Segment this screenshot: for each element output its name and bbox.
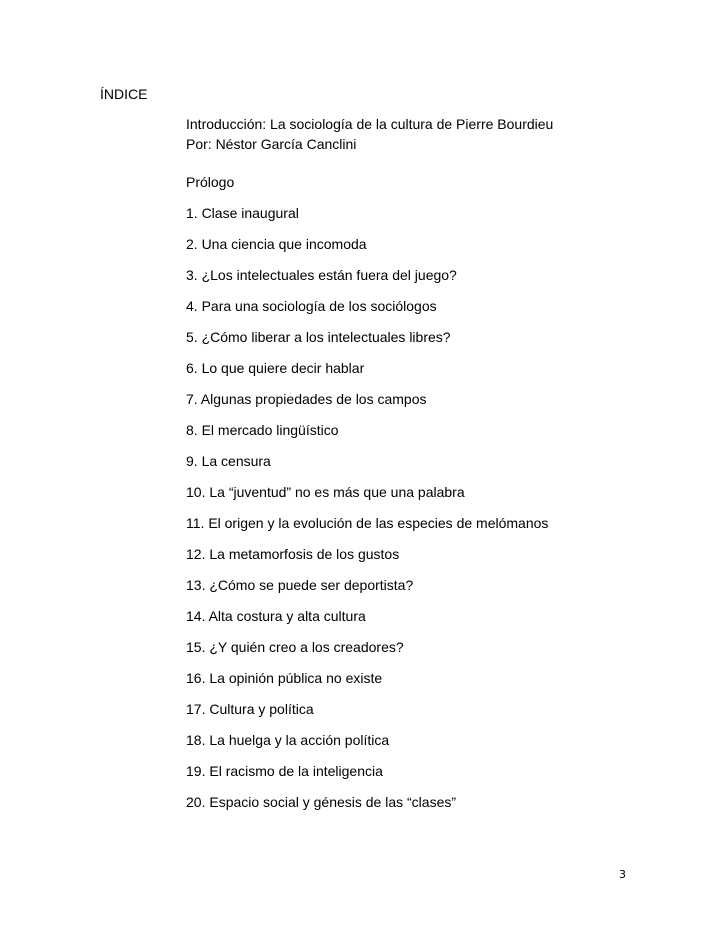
chapter-entry: 12. La metamorfosis de los gustos (186, 546, 400, 562)
chapter-entry: 19. El racismo de la inteligencia (186, 763, 383, 779)
chapter-entry: 14. Alta costura y alta cultura (186, 608, 366, 624)
chapter-entry: 1. Clase inaugural (186, 205, 299, 221)
chapter-list (186, 204, 706, 824)
intro-title: Introducción: La sociología de la cultura de Pierre Bourdieu (186, 116, 554, 132)
chapter-entry: 16. La opinión pública no existe (186, 670, 383, 686)
chapter-entry: 17. Cultura y política (186, 701, 314, 717)
chapter-entry: 10. La “juventud” no es más que una palabra (186, 484, 465, 500)
chapter-entry: 3. ¿Los intelectuales están fuera del juego? (186, 267, 457, 283)
chapter-entry: 15. ¿Y quién creo a los creadores? (186, 639, 404, 655)
chapter-entry: 8. El mercado lingüístico (186, 422, 339, 438)
chapter-entry: 9. La censura (186, 453, 271, 469)
intro-author: Por: Néstor García Canclini (186, 136, 357, 152)
chapter-entry: 20. Espacio social y génesis de las “clases” (186, 794, 457, 810)
chapter-entry: 11. El origen y la evolución de las especies de melómanos (186, 515, 549, 531)
chapter-entry: 4. Para una sociología de los sociólogos (186, 298, 437, 314)
chapter-entry: 2. Una ciencia que incomoda (186, 236, 367, 252)
chapter-entry: 5. ¿Cómo liberar a los intelectuales libres? (186, 329, 451, 345)
chapter-entry: 6. Lo que quiere decir hablar (186, 360, 365, 376)
chapter-entry: 13. ¿Cómo se puede ser deportista? (186, 577, 414, 593)
page-heading: ÍNDICE (100, 86, 148, 102)
page-number: 3 (619, 868, 626, 881)
prologue-entry: Prólogo (186, 174, 235, 190)
chapter-entry: 7. Algunas propiedades de los campos (186, 391, 427, 407)
chapter-entry: 18. La huelga y la acción política (186, 732, 390, 748)
table-of-contents (186, 115, 706, 824)
